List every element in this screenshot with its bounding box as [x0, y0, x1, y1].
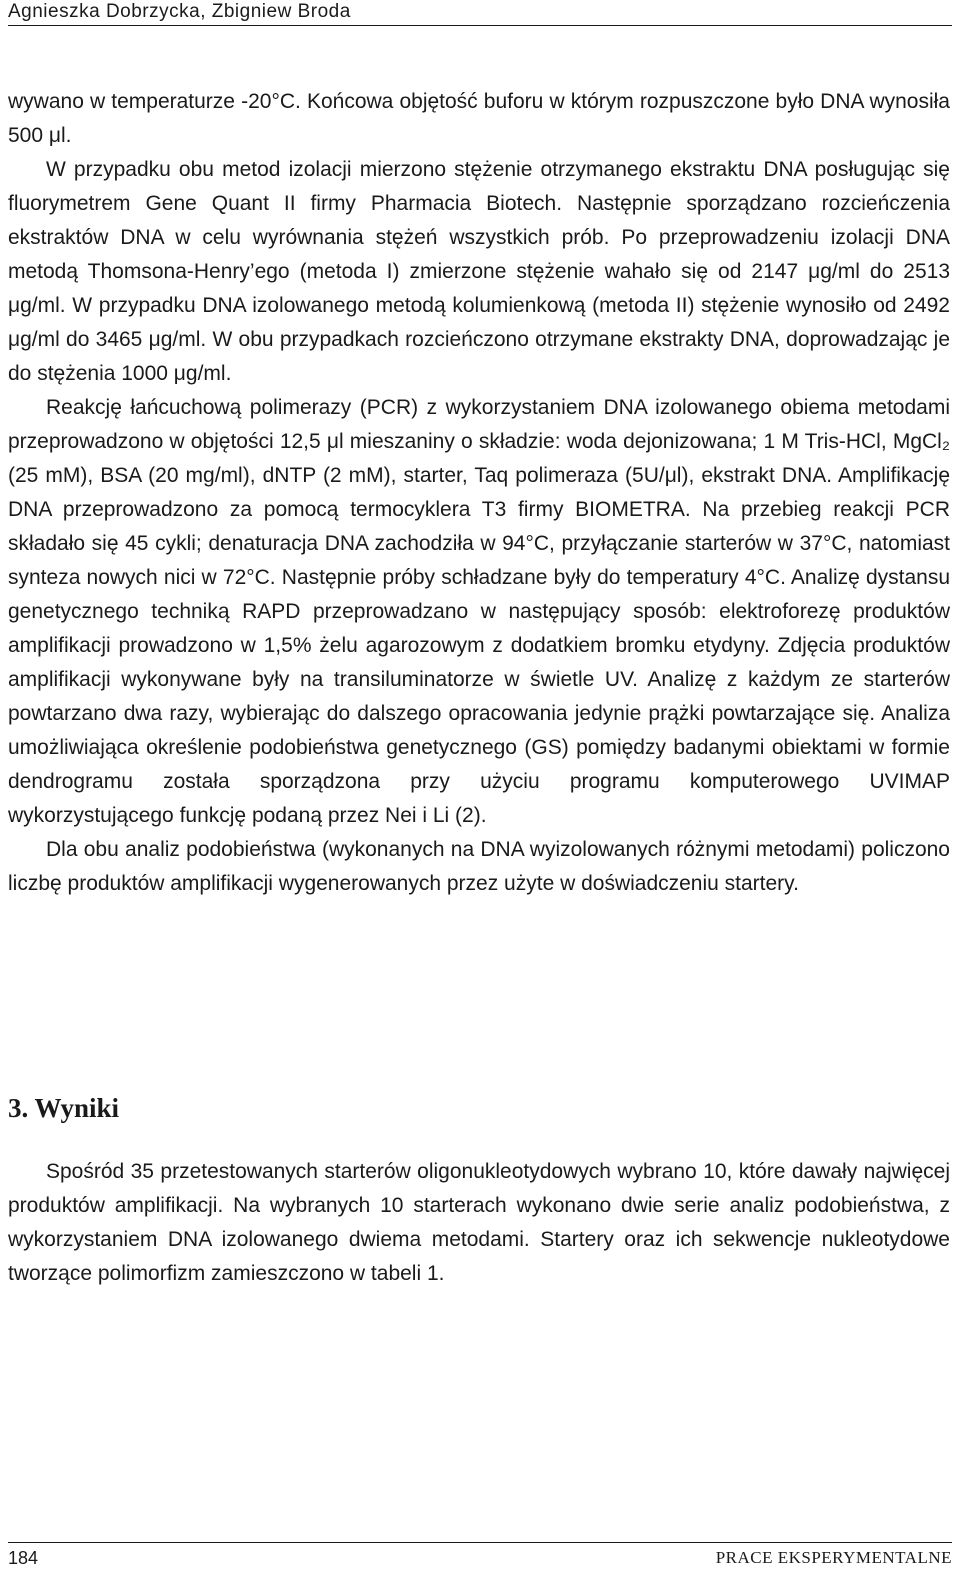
- page-number: 184: [8, 1548, 39, 1568]
- methods-body: [8, 85, 950, 901]
- results-body: [8, 1155, 950, 1291]
- paragraph-concentration: W przypadku obu metod izolacji mierzono stężenie otrzymanego ekstraktu DNA posługując się fluorymetrem Gene Quant II firmy Pharmacia Biotech. Następnie sporządzano rozcieńczenia ekstraktów DNA w celu wyrównania stężeń wszystkich prób. Po przeprowadzeniu izolacji DNA metodą Thomsona-Henry’ego (metoda I) zmierzone stężenie wahało się od 2147 μg/ml do 2513 μg/ml. W przypadku DNA izolowanego metodą kolumienkową (metoda II) stężenie wynosiło od 2492 μg/ml do 3465 μg/ml. W obu przypadkach rozcieńczono otrzymane ekstrakty DNA, doprowadzając je do stężenia 1000 μg/ml.: [8, 158, 950, 385]
- header-rule: [8, 25, 952, 26]
- paragraph-continuation: wywano w temperaturze -20°C. Końcowa objętość buforu w którym rozpuszczone było DNA wynosiła 500 μl.: [8, 90, 950, 147]
- journal-section-name: PRACE EKSPERYMENTALNE: [715, 1548, 952, 1567]
- running-header-authors: Agnieszka Dobrzycka, Zbigniew Broda: [8, 1, 351, 22]
- footer-rule: [8, 1542, 952, 1543]
- paragraph-analysis: Dla obu analiz podobieństwa (wykonanych na DNA wyizolowanych różnymi metodami) policzono liczbę produktów amplifikacji wygenerowanych przez użyte w doświadczeniu startery.: [8, 838, 950, 895]
- section-heading-results: 3. Wyniki: [8, 1093, 120, 1123]
- paragraph-pcr: Reakcję łańcuchową polimerazy (PCR) z wykorzystaniem DNA izolowanego obiema metodami przeprowadzono w objętości 12,5 μl mieszaniny o składzie: woda dejonizowana; 1 M Tris-HCl, MgCl₂ (25 mM), BSA (20 mg/ml), dNTP (2 mM), starter, Taq polimeraza (5U/μl), ekstrakt DNA. Amplifikację DNA przeprowadzono za pomocą termocyklera T3 firmy BIOMETRA. Na przebieg reakcji PCR składało się 45 cykli; denaturacja DNA zachodziła w 94°C, przyłączanie starterów w 37°C, natomiast synteza nowych nici w 72°C. Następnie próby schładzane były do temperatury 4°C. Analizę dystansu genetycznego techniką RAPD przeprowadzano w następujący sposób: elektroforezę produktów amplifikacji prowadzono w 1,5% żelu agarozowym z dodatkiem bromku etydyny. Zdjęcia produktów amplifikacji wykonywane były na transiluminatorze w świetle UV. Analizę z każdym ze starterów powtarzano dwa razy, wybierając do dalszego opracowania jedynie prążki powtarzające się. Analiza umożliwiająca określenie podobieństwa genetycznego (GS) pomiędzy badanymi obiektami w formie dendrogramu została sporządzona przy użyciu programu komputerowego UVIMAP wykorzystującego funkcję podaną przez Nei i Li (2).: [8, 396, 950, 827]
- paragraph-results: Spośród 35 przetestowanych starterów oligonukleotydowych wybrano 10, które dawały najwięcej produktów amplifikacji. Na wybranych 10 starterach wykonano dwie serie analiz podobieństwa, z wykorzystaniem DNA izolowanego dwiema metodami. Startery oraz ich sekwencje nukleotydowe tworzące polimorfizm zamieszczono w tabeli 1.: [8, 1160, 950, 1285]
